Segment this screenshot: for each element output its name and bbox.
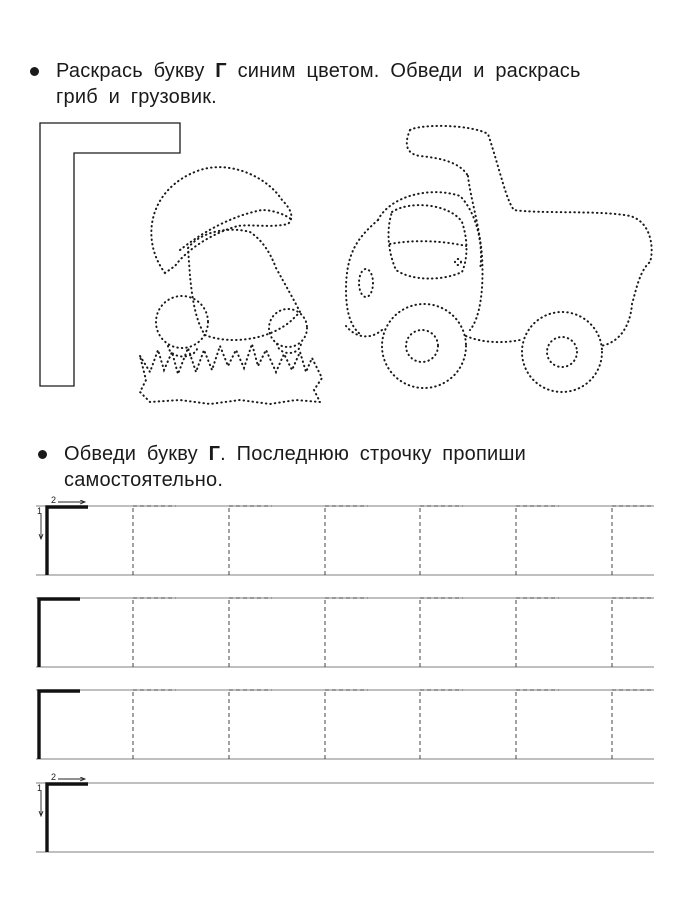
instruction-trace-letter: Обведи букву Г. Последнюю строчку пропиши самостоятельно. <box>64 441 584 493</box>
writing-row-grid <box>36 684 654 760</box>
mushroom-drawing[interactable] <box>140 167 322 404</box>
writing-row-3[interactable] <box>36 684 654 760</box>
outline-letter-g[interactable] <box>40 123 180 386</box>
writing-row-grid <box>36 592 654 668</box>
writing-row-2[interactable] <box>36 592 654 668</box>
writing-row-grid <box>36 777 654 853</box>
sample-letter-g <box>39 599 80 667</box>
stroke-number-1: 1 <box>37 506 43 516</box>
writing-row-1[interactable] <box>36 495 654 576</box>
writing-row-4[interactable] <box>36 772 654 853</box>
instruction-color-letter: Раскрась букву Г синим цветом. Обведи и раскрась гриб и грузовик. <box>56 58 626 110</box>
stroke-arrow-1 <box>39 514 43 539</box>
stroke-arrow-1 <box>39 791 43 816</box>
stroke-number-2: 2 <box>51 495 57 505</box>
stroke-number-2: 2 <box>51 772 57 782</box>
stroke-arrow-2 <box>58 500 85 504</box>
highlighted-letter: Г <box>208 443 221 465</box>
stroke-arrow-2 <box>58 777 85 781</box>
coloring-illustrations <box>0 0 685 430</box>
truck-drawing[interactable] <box>346 126 652 392</box>
bullet-icon <box>38 450 47 459</box>
highlighted-letter: Г <box>215 60 227 82</box>
stroke-number-1: 1 <box>37 783 43 793</box>
sample-letter-g <box>47 507 88 575</box>
writing-row-grid <box>36 500 654 576</box>
sample-letter-g <box>47 784 88 852</box>
sample-letter-g <box>39 691 80 759</box>
